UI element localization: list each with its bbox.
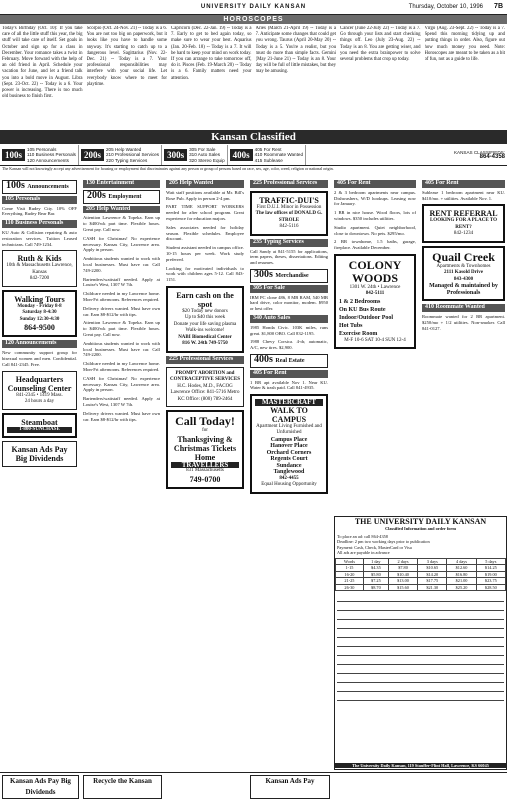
ad-brand: MASTERCRAFT — [255, 399, 323, 406]
classified-ad: 2 BR townhome, 1.5 baths, garage, fireplace. Available December. — [334, 239, 416, 251]
ad-note: Managed & maintained by Professionals — [429, 283, 498, 296]
rate-cell: $10.65 — [418, 565, 447, 572]
category-item: 405 For Rent — [254, 147, 282, 153]
subsection-header: 405 For Rent — [250, 370, 328, 378]
property-name: Sundance — [276, 462, 302, 469]
category-item: 410 Roommate Wanted — [254, 152, 304, 158]
ad-phone: 842-5111 — [365, 291, 385, 297]
ad-name: NABI Biomedical Center — [178, 334, 232, 340]
section-header-100s — [2, 180, 77, 194]
footer-ad-kansan-2: Kansan Ads Pay — [250, 775, 330, 799]
form-blank-line[interactable] — [337, 604, 504, 611]
classified-column-2 — [83, 178, 160, 770]
ad-title: Call Today! — [175, 414, 235, 429]
form-blank-line[interactable] — [337, 622, 504, 629]
form-blank-line[interactable] — [337, 613, 504, 620]
classified-ad: Come Visit Rudey City. 10% OFF Everything. Rudey Bear Bar. — [2, 205, 77, 217]
section-number: 400s — [254, 353, 273, 365]
classified-ad: Student assistant needed in campus office. 10-15 hours per week. Work study preferred. — [166, 245, 244, 262]
amenity-item: Indoor/Outdoor Pool — [339, 314, 394, 321]
form-blank-line[interactable] — [337, 676, 504, 683]
horoscope-column: Capricorn (Dec. 22-Jan. 19) -- Today is a 7. Early to get to bed again today, so make sure to wear your best. Aquarius (Jan. 20-Feb. 18) -- Today is a 7. It will be hard to keep your mind on work today. If you can arrange to take tomorrow off, do it. Pisces (Feb. 19-March 20) -- Today is a 6. Family matters need your attention. — [171, 26, 252, 81]
rate-cell: $19.00 — [476, 571, 505, 578]
amenity-item: Hot Tubs — [339, 322, 363, 329]
form-blank-line[interactable] — [337, 631, 504, 638]
ad-line: for — [202, 428, 208, 434]
rate-cell: $15.60 — [388, 584, 417, 591]
category-item: 110 Business Personals — [27, 152, 76, 158]
category-item: 320 Stereo Equip — [189, 157, 225, 163]
rate-header: 5 days — [476, 558, 505, 565]
ad-title: PROMPT ABORTION and CONTRACEPTIVE SERVICES — [170, 370, 240, 383]
horoscope-column: Aries (March 21-April 19) -- Today is a 7. Anticipate some changes that could get you wrong. Taurus (April 20-May 20) -- Today is a 5. You're a realist, but you must do more than simple facts. Gemini (May 21-June 21) -- Today is an 8. Your day will be full of little mistakes, but they may be amusing. — [255, 26, 336, 75]
classified-ad: Ambitious students wanted to work with local businesses. Must have car. Call 749-2200. — [83, 256, 160, 273]
classified-column-5 — [334, 178, 416, 514]
horoscope-column: Scorpio (Oct. 24-Nov. 21) -- Today is a 6. You are not too big on paperwork, but it looks like you have to handle some anyway. It's starting to catch up to a dangerous level. Sagittarius (Nov. 22-Dec. 21) -- Today is a 7. Your professional responsibilities may interfere with your social life. Let everybody know where to meet for playtime. — [86, 26, 167, 87]
rate-cell: $17.75 — [418, 578, 447, 585]
ad-text: LOOKING FOR A PLACE TO RENT? — [429, 218, 498, 230]
form-rule: To place an ad: call 864-4358 — [337, 533, 388, 539]
subsection-header: 120 Announcements — [2, 340, 77, 348]
footer-ad-kansan: Kansan Ads Pay Big Dividends — [2, 775, 79, 799]
ad-title: TRAFFIC-DUI'S — [259, 195, 319, 205]
classified-ad: Studio apartment. Quiet neighborhood, close to downtown. No pets. $295/mo. — [334, 224, 416, 236]
form-blank-line[interactable] — [337, 640, 504, 647]
ad-text: Apartments & Townhomes — [436, 263, 491, 269]
form-rule: Payment: Cash, Check, MasterCard or Visa — [337, 544, 412, 550]
rate-cell: $10.40 — [388, 571, 417, 578]
ad-phone: 842-1234 — [453, 231, 474, 237]
rate-header: Words — [336, 558, 364, 565]
form-footer: The University Daily Kansan, 119 Stauffer-Flint Hall, Lawrence, KS 66045 — [335, 763, 506, 769]
ad-firm: The law offices of DONALD G. STROLE — [255, 211, 323, 223]
section-number: 300s — [254, 268, 273, 280]
property-name: Campus Place — [270, 436, 308, 443]
publication-name: UNIVERSITY DAILY KANSAN — [200, 4, 307, 10]
ad-phone: 864-9500 — [24, 323, 55, 333]
classified-ad: New community support group for bisexual women and men. Confidential. Call 841-2345. Free. — [2, 350, 77, 367]
form-blank-line[interactable] — [337, 595, 504, 602]
table-row — [336, 584, 506, 591]
section-label: Merchandise — [275, 272, 309, 279]
ad-hours: Sunday 12:30-4:30 — [19, 316, 60, 322]
section-number: 200s — [87, 189, 106, 201]
ad-address: 831 Massachusetts — [186, 468, 224, 474]
ad-title: Kansan Ads Pay Big Dividends — [11, 445, 68, 464]
subsection-header: 235 Typing Services — [250, 239, 328, 247]
classified-column-1 — [2, 178, 77, 770]
subsection-header: 410 Roommate Wanted — [422, 304, 505, 312]
classified-ad: Bartenders/waitstaff needed. Apply at Louise's West, 1307 W 7th. — [83, 276, 160, 288]
amenity-item: Exercise Room — [339, 330, 378, 337]
display-ad-kansan — [2, 441, 77, 467]
ad-phone: 1-800-SUNCHASE — [7, 427, 72, 434]
classified-banner: Kansan Classified — [0, 130, 507, 144]
classified-ad: Call Sandy at 841-5155 for applications, term papers, theses, dissertations. Editing and resumes. — [250, 248, 328, 266]
ad-title: Steamboat — [21, 417, 58, 427]
rate-cell: $21.00 — [447, 578, 476, 585]
horoscopes-header: HOROSCOPES — [0, 15, 507, 24]
ad-hours: M-F 10-6 SAT 10-4 SUN 12-4 — [344, 337, 406, 343]
horoscopes-section — [2, 26, 505, 128]
form-title: THE UNIVERSITY DAILY KANSAN — [354, 517, 487, 526]
classified-phone-label: KANSAS CLASSIFIEDS: — [453, 149, 505, 155]
category-item: 205 Help Wanted — [105, 147, 142, 153]
classified-ad: Childcare needed in my Lawrence home. Mon-Fri afternoons. References required. — [83, 361, 160, 372]
classified-ad: Sublease 1 bedroom apartment near KU. $410/mo. + utilities. Available Nov. 1. — [422, 189, 505, 201]
horoscope-column: Virgo (Aug. 23-Sept. 22) -- Today is a 7. Spend this morning tidying up and putting things in order. Also, figure out how much money you need. Note: Horoscopes are meant to be taken as a bit of fun, not as a guide to life. — [424, 26, 505, 63]
rate-cell: $7.80 — [388, 565, 417, 572]
classified-ad: 1 BR apt available Nov 1. Near KU. Water & trash paid. Call 841-4935. — [250, 379, 328, 391]
form-blank-line[interactable] — [337, 667, 504, 674]
form-subtitle: Classified Information and order form — [385, 526, 456, 531]
subsection-header: 405 For Rent — [334, 180, 416, 188]
ad-address: 2111 Kasold Drive — [444, 270, 483, 276]
display-ad-quail-creek — [422, 246, 505, 302]
rate-header: 2 days — [388, 558, 417, 565]
section-number: 100s — [6, 180, 25, 191]
category-number: 300s — [164, 149, 187, 161]
category-index — [0, 145, 507, 166]
section-label: Real Estate — [275, 357, 305, 364]
ad-line: Up to $40 this week — [184, 315, 226, 321]
horoscope-column: Today's Birthday (Oct. 10): If you take care of all the little stuff this year, the big stuff will take care of itself. Set goals in October and sign up for a class in December. Your romance takes a twist in February. Move forward with the help of an old friend in April. Schedule your vacation for June, and let a friend talk you into a bold move in August. Libra (Sept. 23-Oct. 22) -- Today is a 6. Your power is increasing. There is too much old business to finish first. — [2, 26, 83, 100]
classified-ad: Delivery drivers wanted. Must have own car. Earn $8-$12/hr with tips. — [83, 410, 160, 422]
rate-cell: $5.80 — [363, 571, 388, 578]
classified-order-form — [334, 516, 507, 770]
ad-title: RENT REFERRAL — [429, 209, 498, 219]
classified-ad: Childcare needed in my Lawrence home. Mon-Fri afternoons. References required. — [83, 291, 160, 302]
form-blank-line[interactable] — [337, 649, 504, 656]
ad-title: Earn cash on the spot — [176, 290, 234, 309]
ad-title: WALK TO CAMPUS — [270, 405, 308, 424]
ad-phone: 842-7200 — [29, 276, 50, 282]
amenity-item: 1 & 2 Bedrooms — [339, 298, 381, 305]
category-item: 305 For Sale — [189, 147, 216, 153]
rate-table — [335, 558, 506, 592]
ad-phone: 843-4300 — [453, 276, 474, 282]
display-ad-prompt-abortion — [166, 367, 244, 408]
category-item: 310 Auto Sales — [189, 152, 221, 158]
rate-header: 4 days — [447, 558, 476, 565]
ad-hours: Monday - Friday 8-8 — [17, 303, 62, 309]
display-ad-colony-woods — [334, 254, 416, 350]
classified-policy-notice: The Kansan will not knowingly accept any advertisement for housing or employment that discriminates against any person or group of persons based on race, sex, age, color, creed, religion or national origin. — [2, 166, 334, 171]
classified-phone: 864-4358 — [479, 154, 505, 160]
ad-note: Equal Housing Opportunity — [261, 482, 317, 488]
classified-ad: Sales associates needed for holiday season. Flexible schedules. Employee discount. — [166, 224, 244, 242]
form-rule: All ads are payable in advance — [337, 550, 390, 555]
subsection-header: 225 Professional Services — [250, 180, 328, 188]
category-300s — [162, 145, 228, 165]
ad-phone: 749-0700 — [189, 474, 221, 484]
rate-cell: $25.20 — [447, 584, 476, 591]
ad-address: 816 W. 24th 749-5750 — [182, 341, 228, 347]
classified-ad: 1 BR in nice house. Wood floors, lots of windows. $350 includes utilities. — [334, 210, 416, 221]
rate-cell: $8.70 — [363, 584, 388, 591]
section-header-400s — [250, 354, 328, 368]
classified-ad: 1985 Honda Civic. 103K miles, runs great. $1,800 OBO. Call 832-1195. — [250, 324, 328, 336]
classified-ad: Delivery drivers wanted. Must have own car. Earn $8-$12/hr with tips. — [83, 305, 160, 317]
classified-column-3 — [166, 178, 244, 770]
ad-line: Thanksgiving & Christmas Tickets Home — [173, 434, 237, 462]
section-header-200s — [83, 190, 160, 204]
display-ad-travellers — [166, 410, 244, 489]
category-100s — [0, 145, 79, 165]
ad-title: Walking Tours — [14, 294, 65, 304]
classified-ad: Looking for motivated individuals to work with children ages 5-12. Call 843-1151. — [166, 265, 244, 283]
classified-ad: Roommate wanted for 2 BR apartment. $250/mo + 1/2 utilities. Non-smoker. Call 841-0127. — [422, 314, 505, 331]
display-ad-steamboat — [2, 413, 77, 439]
subsection-header: 130 Entertainment — [83, 180, 160, 188]
ad-line: $20 Today new donors — [182, 308, 228, 314]
form-blank-line[interactable] — [337, 694, 504, 701]
classified-column-4 — [250, 178, 328, 770]
rate-cell: 1-15 — [336, 565, 364, 572]
horoscope-column: Cancer (June 22-July 22) -- Today is a 7. Go through your lists and start checking things off. Leo (July 23-Aug. 22) -- Today is an 8. You are getting wiser, and you need the extra brainpower to solve several problems that crop up today. — [340, 26, 421, 63]
rate-cell: $12.60 — [447, 565, 476, 572]
subsection-header: 225 Professional Services — [166, 356, 244, 364]
property-name: Hanover Place — [270, 443, 308, 450]
rate-cell: $21.30 — [418, 584, 447, 591]
property-name: Tanglewood — [273, 469, 305, 476]
ad-phone: 842-4455 — [279, 475, 299, 481]
ad-text: H.C. Hodes, M.D., FACOG Lawrence Office: 841-5716 Metro KC Office: (800) 789-2464 — [170, 383, 240, 402]
category-item: 120 Announcements — [27, 157, 69, 163]
display-ad-walking-tours — [2, 290, 77, 338]
ad-title: Quail Creek — [432, 249, 495, 264]
rate-cell: $14.20 — [418, 571, 447, 578]
subsection-header: 405 For Rent — [422, 180, 505, 188]
subsection-header: 340 Auto Sales — [250, 315, 328, 323]
ad-title: Headquarters Counseling Center — [7, 374, 72, 393]
subsection-header: 205 Help Wanted — [83, 206, 160, 214]
classified-ad: IBM PC clone 486, 8 MB RAM, 540 MB hard drive, color monitor, modem. $950 or best offer. — [250, 294, 328, 312]
display-ad-plasma — [166, 286, 244, 353]
property-name: Orchard Corners — [266, 449, 312, 456]
classified-ad: CASH for Christmas! No experience necessary. Kansas City, Lawrence area. Apply in person. — [83, 375, 160, 393]
display-ad-traffic-dui — [250, 191, 328, 236]
subsection-header: 105 Personals — [2, 196, 77, 204]
property-name: Regents Court — [270, 456, 308, 463]
issue-date: Thursday, October 10, 1996 — [408, 4, 483, 10]
category-200s — [79, 145, 162, 165]
display-ad-ruth-kids — [2, 250, 77, 287]
rate-cell: $4.35 — [363, 565, 388, 572]
classified-ad: Bartenders/waitstaff needed. Apply at Louise's West, 1307 W 7th. — [83, 396, 160, 407]
subsection-header: 205 Help Wanted — [166, 180, 244, 188]
category-number: 100s — [2, 149, 25, 161]
classified-ad: CASH for Christmas! No experience necessary. Kansas City, Lawrence area. Apply in person. — [83, 235, 160, 253]
rate-cell: $23.75 — [476, 578, 505, 585]
section-header-300s — [250, 269, 328, 283]
ad-phone: 841-2345 • 1419 Mass. — [16, 392, 63, 398]
category-item: 105 Personals — [27, 147, 57, 153]
ad-title: COLONY WOODS — [348, 257, 402, 285]
classified-phone-box — [306, 145, 507, 165]
form-blank-line[interactable] — [337, 658, 504, 665]
display-ad-counseling — [2, 371, 77, 410]
rate-cell: 21-25 — [336, 578, 364, 585]
category-item: 210 Professional Services — [105, 152, 160, 158]
display-ad-rent-referral — [422, 204, 505, 243]
classified-ad: KU Auto & Collision repairing & auto restoration services. Tuition Leased technicians. Call 749-1234. — [2, 229, 77, 247]
ad-address: 10th & Massachusetts Lawrence, Kansas — [6, 263, 73, 275]
section-label: Employment — [108, 193, 142, 200]
classified-ad: 2 & 3 bedroom apartments near campus. Dishwashers, W/D hookups. Leasing now for January. — [334, 189, 416, 207]
rate-cell: $28.50 — [476, 584, 505, 591]
classified-ad: 1988 Chevy Corsica. 4-dr, automatic, A/C, new tires. $2,900. — [250, 339, 328, 351]
category-400s — [228, 145, 306, 165]
category-item: 220 Typing Services — [105, 157, 148, 163]
subsection-header: 110 Business Personals — [2, 220, 77, 228]
ad-text: Apartment Living Furnished and Unfurnished — [256, 423, 322, 436]
subsection-header: 305 For Sale — [250, 285, 328, 293]
ad-line: Walk-ins welcome! — [185, 328, 225, 334]
footer-ad-recycle: Recycle the Kansan — [83, 775, 162, 799]
category-item: 415 Sublease — [254, 157, 283, 163]
classified-ad: Attention Lawrence & Topeka. Earn up to $400/wk part time. Flexible hours. Great pay. Call now. — [83, 215, 160, 232]
page-footer — [0, 772, 507, 799]
classified-ad: Ambitious students wanted to work with local businesses. Must have car. Call 749-2200. — [83, 340, 160, 358]
ad-line: Donate your life saving plasma — [173, 321, 237, 327]
rate-cell: 26-30 — [336, 584, 364, 591]
rate-cell: $14.25 — [476, 565, 505, 572]
rate-cell: $7.25 — [363, 578, 388, 585]
category-number: 200s — [81, 149, 104, 161]
form-blank-line[interactable] — [337, 685, 504, 692]
masthead — [0, 0, 507, 15]
rate-header: 1 day — [363, 558, 388, 565]
amenity-item: On KU Bus Route — [339, 306, 386, 313]
ad-phone: 842-5116 — [279, 224, 299, 230]
rate-cell: 16-20 — [336, 571, 364, 578]
classified-ad: Attention Lawrence & Topeka. Earn up to $400/wk part time. Flexible hours. Great pay. Call now. — [83, 320, 160, 337]
classified-ad: PART TIME SUPPORT WORKERS needed for after school program. Great experience for education majors. — [166, 204, 244, 221]
classified-ad: Wait staff positions available at Mr. Bill's Rose Pub. Apply in person 2-4 pm. — [166, 189, 244, 201]
ad-title: Ruth & Kids — [17, 254, 62, 264]
form-rule: Deadline: 2 pm two working days prior to publication — [337, 539, 430, 544]
rate-header: 3 days — [418, 558, 447, 565]
category-number: 400s — [230, 149, 253, 161]
ad-brand: TRAVELLERS — [171, 462, 239, 469]
rate-cell: $13.00 — [388, 578, 417, 585]
page-number: 7B — [494, 3, 503, 10]
display-ad-mastercraft — [250, 394, 328, 494]
ad-line: First D.U.I. Minor in Possession — [256, 204, 322, 210]
ad-hours: 24 hours a day — [24, 399, 55, 405]
rate-cell: $16.80 — [447, 571, 476, 578]
section-label: Announcements — [27, 184, 69, 190]
ad-address: 1301 W. 24th • Lawrence — [349, 284, 401, 290]
ad-hours: Saturday 8-4:30 — [22, 310, 57, 316]
classified-column-6 — [422, 178, 505, 514]
